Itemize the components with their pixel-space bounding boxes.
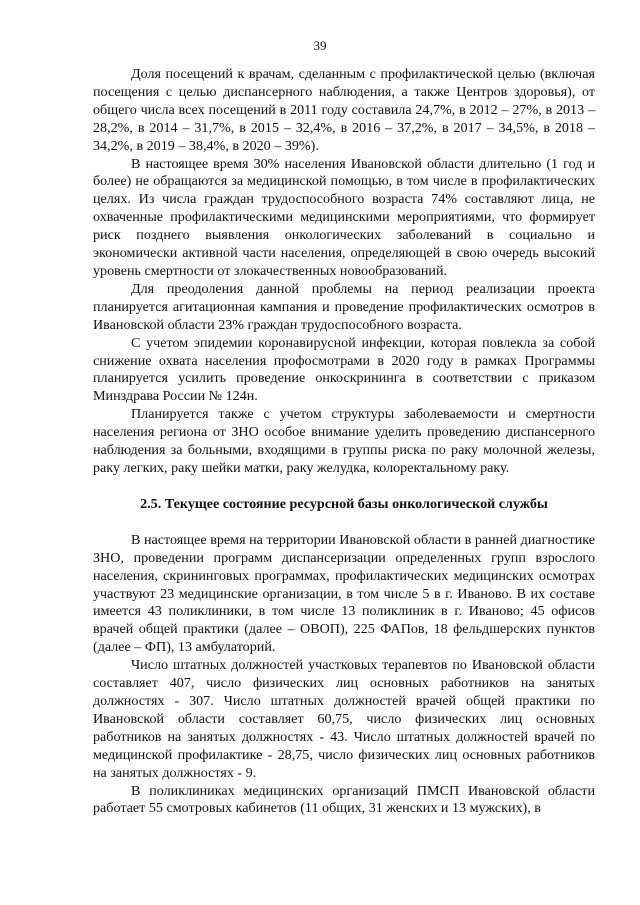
paragraph-campaign-plan: Для преодоления данной проблемы на период реализации проекта планируется агитационная кампания и проведение профилактических осмотров в Ивановской области 23% граждан трудоспособного возраста.	[93, 280, 595, 333]
paragraph-dispensary-observation: Планируется также с учетом структуры заболеваемости и смертности населения региона от ЗНО особое внимание уделить проведению диспансерного наблюдения за больными, входящими в группы риска по раку молочной железы, раку легких, раку шейки матки, раку желудка, колоректальному раку.	[93, 406, 595, 476]
document-body	[93, 66, 595, 818]
paragraph-coronavirus-screening: С учетом эпидемии коронавирусной инфекции, которая повлекла за собой снижение охвата населения профосмотрами в 2020 году в рамках Программы планируется усилить проведение онкоскрининга в соответствии с приказом Минздрава России № 124н.	[93, 334, 595, 405]
paragraph-medical-organizations: В настоящее время на территории Ивановской области в ранней диагностике ЗНО, проведении программ диспансеризации определенных групп взрослого населения, скрининговых программах, профилактических медицинских осмотрах участвуют 23 медицинские организации, в том числе 5 в г. Иваново. В их составе имеется 43 поликлиники, в том числе 13 поликлиник в г. Иваново; 45 офисов врачей общей практики (далее – ОВОП), 225 ФАПов, 18 фельдшерских пунктов (далее – ФП), 13 амбулаторий.	[93, 531, 595, 656]
paragraph-preventive-visits-share: Доля посещений к врачам, сделанным с профилактической целью (включая посещения с целью диспансерного наблюдения, а также Центров здоровья), от общего числа всех посещений в 2011 году составила 24,7%, в 2012 – 27%, в 2013 – 28,2%, в 2014 – 31,7%, в 2015 – 32,4%, в 2016 – 37,2%, в 2017 – 34,5%, в 2018 – 34,2%, в 2019 – 38,4%, в 2020 – 39%).	[93, 66, 595, 154]
paragraph-examination-rooms: В поликлиниках медицинских организаций ПМСП Ивановской области работает 55 смотровых кабинетов (11 общих, 31 женских и 13 мужских), в	[93, 782, 595, 817]
paragraph-staff-positions: Число штатных должностей участковых терапевтов по Ивановской области составляет 407, число физических лиц основных работников на занятых должностях - 307. Число штатных должностей врачей общей практики по Ивановской области составляет 60,75, число физических лиц основных работников на занятых должностях - 43. Число штатных должностей врачей по медицинской профилактике - 28,75, число физических лиц основных работников на занятых должностях - 9.	[93, 657, 595, 781]
paragraph-population-not-seeking-care: В настоящее время 30% населения Ивановской области длительно (1 год и более) не обращаются за медицинской помощью, в том числе в профилактических целях. Из числа граждан трудоспособного возраста 74% составляют лица, не охваченные профилактическими медицинскими мероприятиями, что формирует риск позднего выявления онкологических заболеваний в социально и экономически активной части населения, определяющей в свою очередь высокий уровень смертности от злокачественных новообразований.	[93, 155, 595, 279]
page-number: 39	[313, 38, 327, 53]
section-heading: 2.5. Текущее состояние ресурсной базы онкологической службы	[140, 495, 548, 512]
